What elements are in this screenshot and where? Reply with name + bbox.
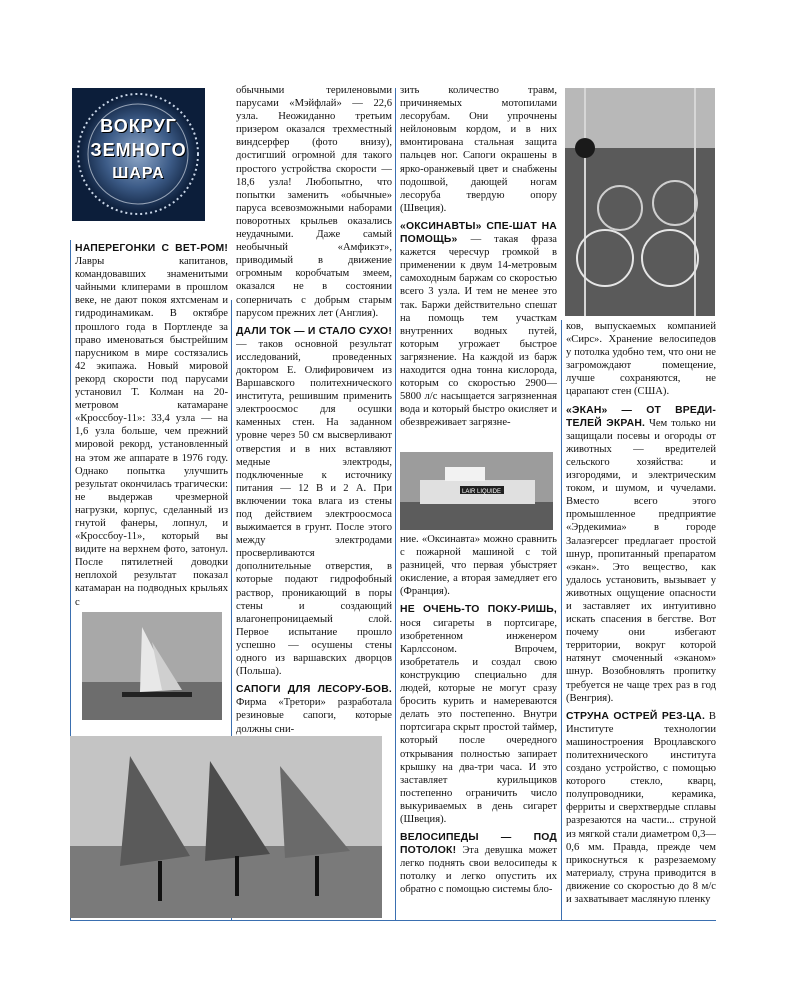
article-body-boots: Фирма «Третори» разработала резиновые сапоги, которые должны сни- <box>236 697 392 735</box>
article-heading-bicycles: ВЕЛОСИПЕДЫ — ПОД ПОТОЛОК! <box>400 832 557 857</box>
windsurfers-photo <box>70 736 382 918</box>
barge-icon <box>400 452 553 530</box>
article-body-boots-cont: зить количество травм, причиняемых мотопилами лесорубам. Они упрочнены нейлоновым кордом, и в них вмонтирована стальная защита пальцев ног. Сапоги окрашены в ярко-оранжевый цвет и снабжены подошвой, дающей ногам лесоруба твердую опору (Швеция). <box>400 85 557 214</box>
windsurfers-icon <box>70 736 382 918</box>
barge-label: LAIR LIQUIDE <box>462 489 502 495</box>
catamaran-photo <box>82 612 222 720</box>
column-3-bottom <box>400 533 557 919</box>
barge-photo <box>400 452 553 530</box>
article-body-oxynauts: — такая фраза кажется чересчур громкой в применении к двум 14-метровым самоходным баржам со скоростью всего 3 узла. И тем не менее это так. Баржи действительно спешат на помощь тем участкам внутренних водных путей, которым угрожает быстрое загрязнение. На каждой из барж находится одна тонна кислорода, которым со скоростью 2900—5800 л/с насыщается загрязненная вода и который быстро окисляет и обезвреживает загрязне- <box>400 234 557 429</box>
article-body-dry: — таков основной результат исследований, проведенных доктором Е. Олифировичем из Варшавского политехнического института, решившим применить электроосмос для осушки каменных стен. На заданном уровне через 50 см высверливают отверстия и в них вставляют медные электроды, подключенные к источнику питания — 12 В и 2 А. При включении тока влага из стены под действием электроосмоса выжимается в грунт. После этого между электродами просверливаются дополнительные отверстия, в которые подают гидрофобный раствор, проникающий в поры стены и создающий влагонепроницаемый слой. Первое испытание прошло успешно — осушены стены одного из варшавских дворцов (Польша). <box>236 338 392 678</box>
logo-line-3: ШАРА <box>112 165 165 182</box>
column-3-top <box>400 84 557 450</box>
article-heading-racing: НАПЕРЕГОНКИ С ВЕТ-РОМ! <box>75 243 228 254</box>
bicycles-icon <box>565 88 715 316</box>
column-2 <box>236 84 392 750</box>
bicycles-photo <box>565 88 715 316</box>
article-heading-cigarettes: НЕ ОЧЕНЬ-ТО ПОКУ-РИШЬ, <box>400 604 557 616</box>
article-heading-ekan: «ЭКАН» — ОТ ВРЕДИ-ТЕЛЕЙ ЭКРАН. <box>566 404 716 429</box>
article-heading-boots: САПОГИ ДЛЯ ЛЕСОРУ-БОВ. <box>236 684 392 696</box>
logo-line-1: ВОКРУГ <box>100 116 177 136</box>
article-heading-string: СТРУНА ОСТРЕЙ РЕЗ-ЦА. <box>566 710 706 722</box>
section-logo <box>72 88 205 221</box>
logo-line-2: ЗЕМНОГО <box>90 140 187 160</box>
catamaran-icon <box>82 612 222 720</box>
article-body-oxynauts-cont: ние. «Оксинавта» можно сравнить с пожарной машиной с той разницей, что первая убыстряет окисление, а вторая замедляет его (Франция). <box>400 534 557 598</box>
article-body-bicycles: Эта девушка может легко поднять свои велосипеды к потолку и легко опустить их обратно с помощью системы бло- <box>400 845 557 896</box>
article-body-racing: Лавры капитанов, командовавших знаменитыми чайными клиперами в прошлом веке, не дают покоя яхтсменам и гидродинамикам. В октябре прошлого года в Портленде за право именоваться быстрейшим парусником в мире состязались 42 экипажа. Новый мировой рекорд скорости под парусами установил Т. Колман на 20-метровом катамаране «Кроссбоу-11»: 33,4 узла — на 1,6 узла больше, чем прежний мировой рекорд, установленный на этом же аппарате в 1976 году. Однако попытка улучшить результат окончилась трагически: не выдержав чрезмерной нагрузки, корпус, сделанный из гнутой фанеры, лопнул, и «Кроссбоу-11», который вы видите на верхнем фото, затонул. После пятилетней доводки неплохой результат показал катамаран на подводных крыльях с <box>75 256 228 608</box>
article-heading-dry: ДАЛИ ТОК — И СТАЛО СУХО! <box>236 325 392 337</box>
bottom-rule <box>70 920 716 921</box>
article-body-bicycles-cont: ков, выпускаемых компанией «Сирс». Хранение велосипедов у потолка удобно тем, что они не загромождают помещение, лучше сохраняются, не царапают стен (США). <box>566 321 716 398</box>
column-rule-3 <box>561 320 562 920</box>
article-body-cigarettes: нося сигареты в портсигаре, изобретенном инженером Карлссоном. Впрочем, изобретатель и создал свою конструкцию специально для людей, которые не могут сразу бросить курить и намереваются делать это постепенно. Внутри портсигара скрыт простой таймер, который после очередного открывания полностью запирает крышку на два-три часа. И это заставляет курильщиков постепенно ограничить число выкуриваемых в день сигарет (Швеция). <box>400 617 557 825</box>
article-body-ekan: Чем только ни защищали посевы и огороды от животных — вредителей сельского хозяйства: и изгородями, и электрическим током, и шумом, и чучелами. Вместо всего этого промышленное предприятие «Эрдекимиа» в городе Залаэгерсег предлагает простой шнур, пропитанный препаратом «экан». Это вещество, как удалось установить, вызывает у животных ощущение опасности и заставляет их интуитивно искать спасения в бегстве. Вот почему они избегают территории, вокруг которой натянут смоченный «эканом» шнур. Возобновлять пропитку требуется не чаще трех раз в год (Венгрия). <box>566 417 716 704</box>
article-body-racing-cont: обычными териленовыми парусами «Мэйфлай» — 22,6 узла. Неожиданно третьим призером оказался трехместный виндсерфер (фото внизу), достигший огромной для такого простого устройства скорости — 18,6 узла! Любопытно, что попытки заменить «обычные» паруса всевозможными наборами поворотных крыльев оказались неудачными. Даже самый необычный «Амфикэт», приводимый в движение огромным коробчатым змеем, оказался не в состоянии соперничать с добрым старым парусом прежних лет (Англия). <box>236 85 392 319</box>
column-4 <box>566 320 716 920</box>
column-1 <box>75 242 228 608</box>
article-body-string: В Институте технологии машиностроения Вроцлавского политехнического института создано устройство, с помощью которого стекло, кварц, полупроводники, керамика, ферриты и сверхтвердые сплавы разрезаются на части... струной из мягкой стали диаметром 0,3—0,6 мм. Правда, прежде чем прикоснуться к разрезаемому материалу, струна приводится в движение со скоростью до 8 м/с и захватывает масляную пленку <box>566 710 716 906</box>
article-heading-oxynauts: «ОКСИНАВТЫ» СПЕ-ШАТ НА ПОМОЩЬ» <box>400 220 557 246</box>
column-rule-2 <box>395 88 396 920</box>
